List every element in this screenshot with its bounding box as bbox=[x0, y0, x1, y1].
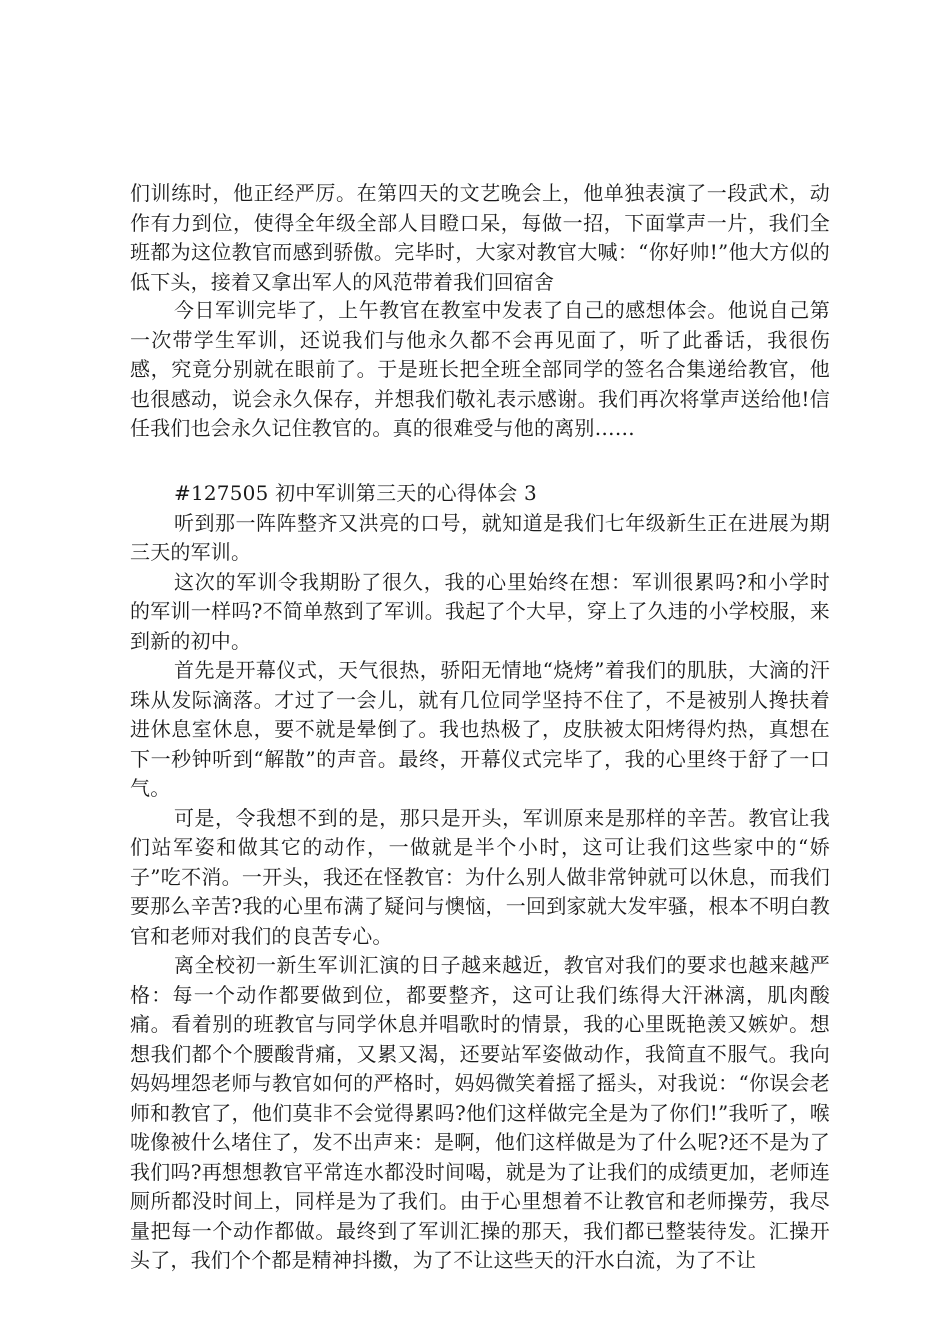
paragraph-final-day: 今日军训完毕了，上午教官在教室中发表了自己的感想体会。他说自己第一次带学生军训，还说我们与他永久都不会再见面了，听了此番话，我很伤感，究竟分别就在眼前了。于是班长把全班全部同学的签名合集递给教官，他也很感动，说会永久保存，并想我们敬礼表示感谢。我们再次将掌声送给他!信任我们也会永久记住教官的。真的很难受与他的离别…… bbox=[130, 298, 830, 440]
text-block-section bbox=[130, 479, 830, 1276]
paragraph: 听到那一阵阵整齐又洪亮的口号，就知道是我们七年级新生正在进展为期三天的军训。 bbox=[130, 510, 830, 564]
paragraph: 首先是开幕仪式，天气很热，骄阳无情地“烧烤”着我们的肌肤，大滴的汗珠从发际滴落。才过了一会儿，就有几位同学坚持不住了，不是被别人搀扶着进休息室休息，要不就是晕倒了。我也热极了，皮肤被太阳烤得灼热，真想在下一秒钟听到“解散”的声音。最终，开幕仪式完毕了，我的心里终于舒了一口气。 bbox=[130, 658, 830, 800]
text-block-middle bbox=[130, 296, 830, 444]
paragraph: 这次的军训令我期盼了很久，我的心里始终在想：军训很累吗?和小学时的军训一样吗?不简单熬到了军训。我起了个大早，穿上了久违的小学校服，来到新的初中。 bbox=[130, 569, 830, 653]
paragraph: 可是，令我想不到的是，那只是开头，军训原来是那样的辛苦。教官让我们站军姿和做其它的动作，一做就是半个小时，这可让我们这些家中的“娇子”吃不消。一开头，我还在怪教官：为什么别人做非常钟就可以休息，而我们要那么辛苦?我的心里布满了疑问与懊恼，一回到家就大发牢骚，根本不明白教官和老师对我们的良苦专心。 bbox=[130, 805, 830, 948]
paragraph-continued: 们训练时，他正经严厉。在第四天的文艺晚会上，他单独表演了一段武术，动作有力到位，使得全年级全部人目瞪口呆，每做一招，下面掌声一片，我们全班都为这位教官而感到骄傲。完毕时，大家对教官大喊：“你好帅!”他大方似的低下头，接着又拿出军人的风范带着我们回宿舍 bbox=[130, 181, 830, 294]
section-heading: #127505 初中军训第三天的心得体会 3 bbox=[174, 481, 537, 505]
paragraph: 离全校初一新生军训汇演的日子越来越近，教官对我们的要求也越来越严格：每一个动作都要做到位，都要整齐，这可让我们练得大汗淋漓，肌肉酸痛。看着别的班教官与同学休息并唱歌时的情景，我的心里既艳羡又嫉妒。想想我们都个个腰酸背痛，又累又渴，还要站军姿做动作，我简直不服气。我向妈妈埋怨老师与教官如何的严格时，妈妈微笑着摇了摇头，对我说：“你误会老师和教官了，他们莫非不会觉得累吗?他们这样做完全是为了你们!”我听了，喉咙像被什么堵住了，发不出声来：是啊，他们这样做是为了什么呢?还不是为了我们吗?再想想教官平常连水都没时间喝，就是为了让我们的成绩更加，老师连厕所都没时间上，同样是为了我们。由于心里想着不让教官和老师操劳，我尽量把每一个动作都做。最终到了军训汇操的那天，我们都已整装待发。汇操开头了，我们个个都是精神抖擞，为了不让这些天的汗水白流，为了不让 bbox=[130, 953, 830, 1272]
text-block-top bbox=[130, 179, 830, 297]
